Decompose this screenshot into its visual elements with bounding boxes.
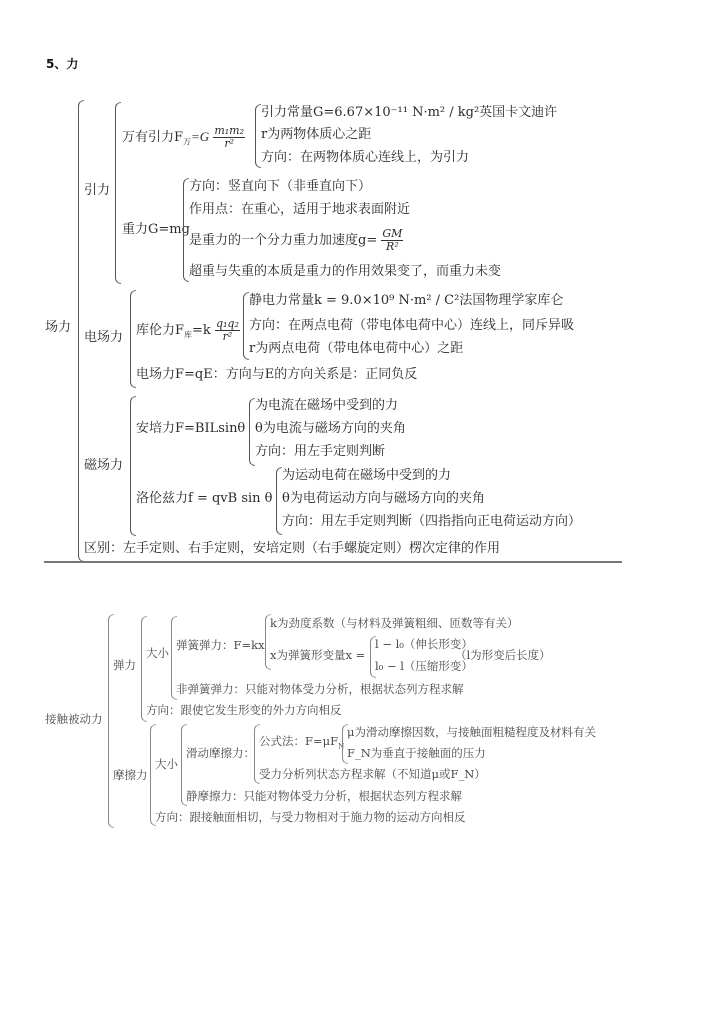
- weight-overweight: 超重与失重的本质是重力的作用效果变了，而重力未变: [189, 264, 502, 279]
- lorentz-item-3: 方向：用左手定则判断（四指指向正电荷运动方向）: [282, 514, 582, 529]
- spring-case-compress: l₀ − l（压缩形变）: [375, 659, 473, 673]
- friction-magnitude: 大小: [155, 757, 178, 771]
- sliding-friction-label: 滑动摩擦力：: [186, 746, 255, 760]
- field-force-root: 场力: [45, 320, 72, 335]
- weight-label: 重力G=mg: [122, 222, 190, 237]
- spring-k: k为劲度系数（与材料及弹簧粗细、匝数等有关）: [270, 616, 519, 630]
- elastic-magnitude: 大小: [146, 646, 169, 660]
- coulomb-direction: 方向：在两点电荷（带电体电荷中心）连线上，同斥异吸: [249, 318, 575, 333]
- contact-force-root: 接触被动力: [45, 712, 103, 726]
- ampere-item-1: 为电流在磁场中受到的力: [255, 398, 399, 413]
- rule-distinction: 区别：左手定则、右手定则，安培定则（右手螺旋定则）楞次定律的作用: [84, 541, 501, 556]
- coulomb-constant: 静电力常量k = 9.0×10⁹ N·m² / C²法国物理学家库仑: [249, 293, 564, 308]
- ampere-formula: 安培力F=BILsinθ: [136, 421, 246, 436]
- magnetic-label: 磁场力: [84, 458, 124, 473]
- gravity-direction: 方向：在两物体质心连线上，为引力: [261, 150, 470, 165]
- fraction: $\frac{\text{m₁m₂}}{\text{r²}}$: [214, 124, 245, 150]
- section-heading: 5、力: [46, 57, 79, 71]
- bracket-contact-force: [108, 614, 114, 828]
- bracket-magnetic: [130, 396, 136, 536]
- electric-field-force: 电场力F=qE：方向与E的方向关系是：正同负反: [136, 367, 418, 382]
- coulomb-distance: r为两点电荷（带电体电荷中心）之距: [249, 341, 464, 356]
- sliding-fn: F_N为垂直于接触面的压力: [347, 746, 486, 760]
- spring-force-formula: 弹簧弹力：F=kx: [176, 638, 265, 652]
- friction-direction: 方向：跟接触面相切，与受力物相对于施力物的运动方向相反: [155, 810, 466, 824]
- sliding-mu: μ为滑动摩擦因数，与接触面粗糙程度及材料有关: [347, 725, 596, 739]
- electric-label: 电场力: [84, 330, 124, 345]
- spring-note: （l为形变后长度）: [455, 648, 551, 662]
- weight-gravity-acceleration: 是重力的一个分力重力加速度g= $\frac{GM}{\text{R²}}$: [189, 227, 403, 253]
- ampere-item-3: 方向：用左手定则判断: [255, 444, 386, 459]
- weight-point: 作用点：在重心，适用于地求表面附近: [189, 202, 411, 217]
- gravity-distance: r为两物体质心之距: [261, 127, 372, 142]
- gravity-label: 引力: [84, 183, 111, 198]
- lorentz-formula: 洛伦兹力f = qvB sin θ: [136, 491, 273, 506]
- spring-x: x为弹簧形变量x =: [270, 648, 366, 662]
- fraction: $\frac{\text{q₁q₂}}{\text{r²}}$: [215, 317, 239, 343]
- elastic-label: 弹力: [113, 658, 136, 672]
- lorentz-item-1: 为运动电荷在磁场中受到的力: [282, 468, 452, 483]
- universal-gravitation-formula: 万有引力$F_万=G$ $\frac{\text{m₁m₂}}{\text{r²}}$: [122, 124, 245, 150]
- sliding-analysis: 受力分析列状态方程求解（不知道μ或F_N）: [259, 767, 486, 781]
- ampere-item-2: θ为电流与磁场方向的夹角: [255, 421, 406, 436]
- non-spring-force: 非弹簧弹力：只能对物体受力分析，根据状态列方程求解: [176, 682, 464, 696]
- spring-case-stretch: l − l₀（伸长形变）: [375, 637, 473, 651]
- divider: [44, 561, 622, 563]
- friction-label: 摩擦力: [113, 768, 148, 782]
- bracket-gravity: [115, 102, 121, 284]
- elastic-direction: 方向：跟使它发生形变的外力方向相反: [146, 703, 342, 717]
- coulomb-formula: 库伦力$F_库=k$ $\frac{\text{q₁q₂}}{\text{r²}}$: [136, 317, 239, 343]
- fraction: $\frac{GM}{\text{R²}}$: [382, 227, 403, 253]
- lorentz-item-2: θ为电荷运动方向与磁场方向的夹角: [282, 491, 485, 506]
- sliding-formula: 公式法：$F=\mu F_N$: [259, 734, 345, 751]
- static-friction: 静摩擦力：只能对物体受力分析，根据状态列方程求解: [186, 789, 462, 803]
- weight-direction: 方向：竖直向下（非垂直向下）: [189, 179, 372, 194]
- gravity-constant: 引力常量G=6.67×10⁻¹¹ N·m² / kg²英国卡文迪许: [261, 105, 558, 120]
